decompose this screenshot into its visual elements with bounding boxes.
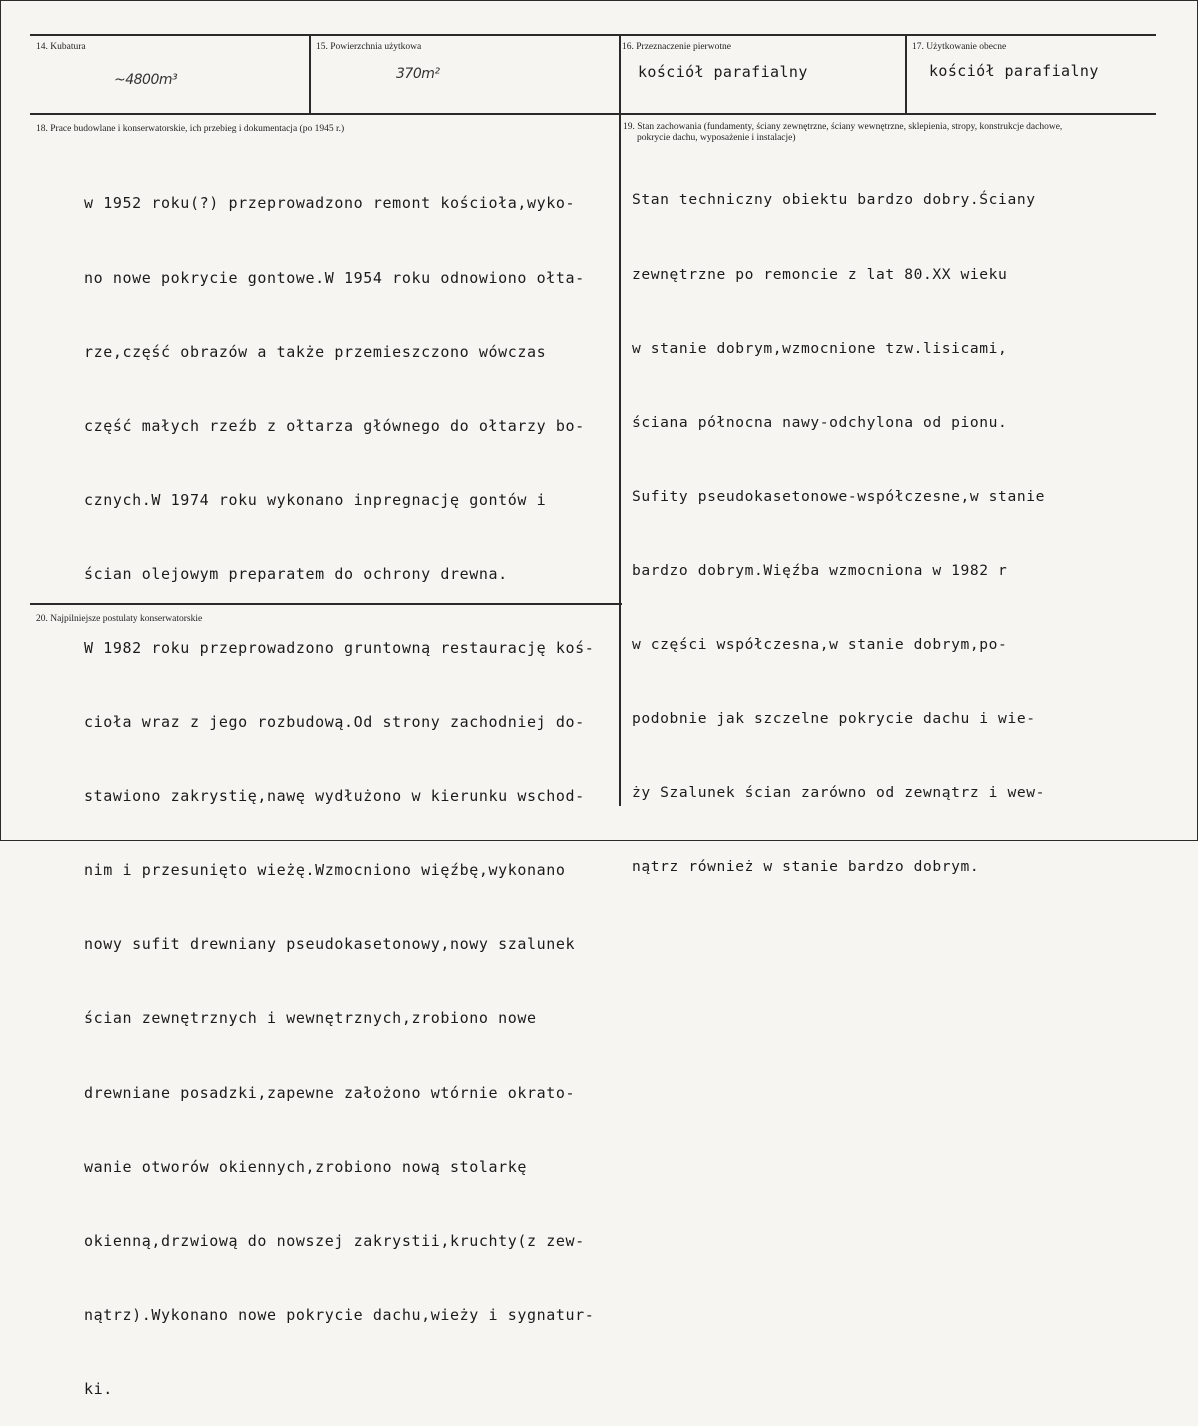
field-label-kubatura: 14. Kubatura [36,42,86,52]
prace-line: okienną,drzwiową do nowszej zakrystii,kruchty(z zew- [84,1231,585,1250]
stan-line: bardzo dobrym.Więźba wzmocniona w 1982 r [632,561,1008,579]
stan-line: nątrz również w stanie bardzo dobrym. [632,858,980,876]
stan-text [632,139,1045,905]
prace-text [84,142,594,1426]
field-label-uzytkowanie: 17. Użytkowanie obecne [912,42,1007,52]
prace-line: nowy sufit drewniany pseudokasetonowy,nowy szalunek [84,935,576,954]
col-divider-3 [905,34,907,114]
field-label-powierzchnia: 15. Powierzchnia użytkowa [316,42,422,52]
prace-line: wanie otworów okiennych,zrobiono nową stolarkę [84,1157,528,1176]
field-label-stan-line2: pokrycie dachu, wyposażenie i instalacje) [637,133,796,143]
prace-line: ki. [84,1379,113,1398]
field-label-stan-line1: 19. Stan zachowania (fundamenty, ściany zewnętrzne, ściany wewnętrzne, sklepienia, stropy, konstrukcje dachowe, [623,122,1063,132]
prace-line: drewniane posadzki,zapewne założono wtórnie okrato- [84,1083,576,1102]
field-value-uzytkowanie: kościół parafialny [929,62,1099,80]
col-divider-2 [619,34,621,806]
col-divider-1 [309,34,311,114]
prace-line: ścian olejowym preparatem do ochrony drewna. [84,564,508,583]
stan-line: w stanie dobrym,wzmocnione tzw.lisicami, [632,339,1008,357]
prace-line: ścian zewnętrznych i wewnętrznych,zrobiono nowe [84,1009,537,1028]
prace-line: nątrz).Wykonano nowe pokrycie dachu,wieży i sygnatur- [84,1305,595,1324]
row-divider [30,113,1156,115]
prace-line: w 1952 roku(?) przeprowadzono remont kościoła,wyko- [84,194,576,213]
field-value-powierzchnia: 370m² [396,66,440,82]
field-label-prace: 18. Prace budowlane i konserwatorskie, ich przebieg i dokumentacja (po 1945 r.) [36,124,345,134]
prace-line: cioła wraz z jego rozbudową.Od strony zachodniej do- [84,713,585,732]
prace-line: no nowe pokrycie gontowe.W 1954 roku odnowiono ołta- [84,268,585,287]
prace-line: nim i przesunięto wieżę.Wzmocniono więźbę,wykonano [84,861,566,880]
top-rule [30,34,1156,36]
prace-line: cznych.W 1974 roku wykonano inpregnację gontów i [84,490,547,509]
stan-line: zewnętrzne po remoncie z lat 80.XX wieku [632,265,1008,283]
prace-line: część małych rzeźb z ołtarza głównego do ołtarzy bo- [84,416,585,435]
prace-line: stawiono zakrystię,nawę wydłużono w kierunku wschod- [84,787,585,806]
stan-line: Stan techniczny obiektu bardzo dobry.Ściany [632,191,1036,209]
stan-line: podobnie jak szczelne pokrycie dachu i wie- [632,710,1036,728]
field-value-przeznaczenie: kościół parafialny [638,63,808,81]
field-value-kubatura: ~4800m³ [114,72,178,88]
prace-line: W 1982 roku przeprowadzono gruntowną restaurację koś- [84,638,595,657]
prace-line: rze,część obrazów a także przemieszczono wówczas [84,342,547,361]
stan-line: ży Szalunek ścian zarówno od zewnątrz i wew- [632,784,1045,802]
field-label-przeznaczenie: 16. Przeznaczenie pierwotne [622,42,731,52]
stan-line: ściana północna nawy-odchylona od pionu. [632,413,1008,431]
field-label-postulaty: 20. Najpilniejsze postulaty konserwatorskie [36,614,203,624]
stan-line: Sufity pseudokasetonowe-współczesne,w stanie [632,487,1045,505]
stan-line: w części współczesna,w stanie dobrym,po- [632,635,1008,653]
